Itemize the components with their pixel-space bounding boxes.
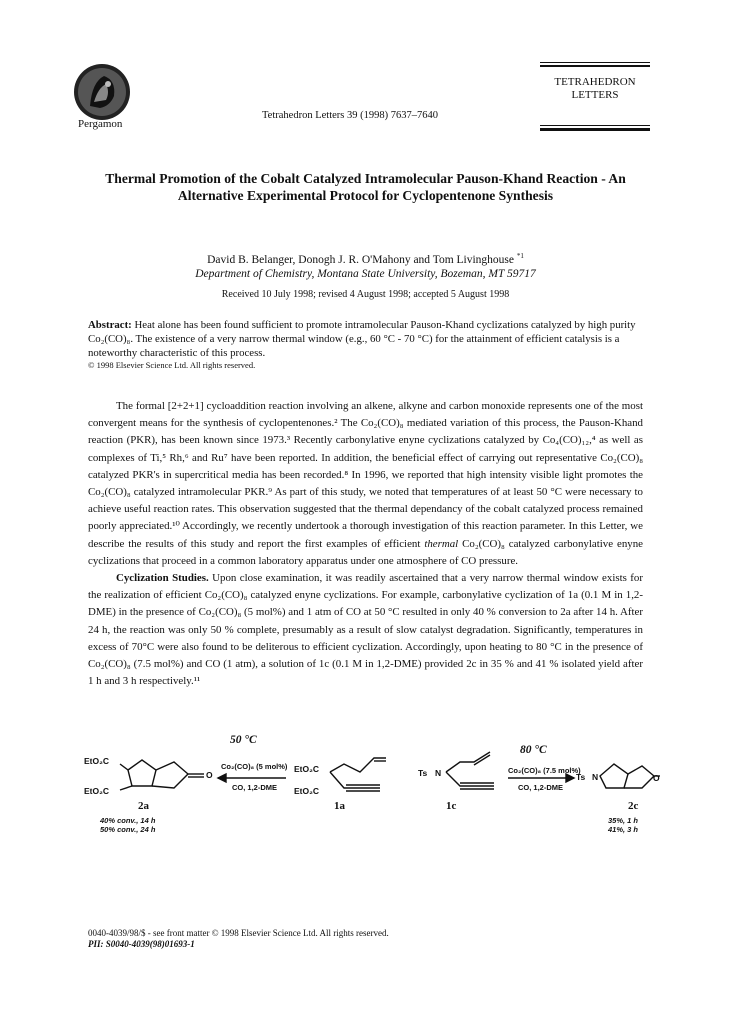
received-dates: Received 10 July 1998; revised 4 August 1998; accepted 5 August 1998 <box>221 289 510 300</box>
title-line-2: Alternative Experimental Protocol for Cyclopentenone Synthesis <box>177 188 554 203</box>
journal-name-line2: LETTERS <box>571 89 619 101</box>
body-text <box>88 398 643 690</box>
yield-1h: 35%, 1 h <box>608 816 639 825</box>
abstract <box>88 318 643 360</box>
conversion-14h: 40% conv., 14 h <box>100 816 156 825</box>
right-reagent: Co₂(CO)₈ (7.5 mol%) <box>508 766 581 775</box>
left-temperature: 50 °C <box>230 734 257 746</box>
nitrogen-1c: N <box>435 768 442 778</box>
carbonyl-o-2a: O <box>206 770 213 780</box>
ester-top-1a: EtO₂C <box>294 764 320 774</box>
right-temperature: 80 °C <box>520 744 547 756</box>
authors <box>88 252 643 266</box>
tosyl-1c: Ts <box>418 768 428 778</box>
pii-label: PII: <box>88 939 104 949</box>
journal-citation: Tetrahedron Letters 39 (1998) 7637–7640 <box>262 110 438 121</box>
thermal-emphasis: thermal <box>424 537 459 550</box>
paragraph-cyclization <box>88 570 643 690</box>
tosyl-2c: Ts <box>576 772 586 782</box>
pii-number: S0040-4039(98)01693-1 <box>105 939 195 949</box>
journal-name-box <box>540 62 650 102</box>
bicycle-2a <box>128 760 156 786</box>
corresponding-author-mark: *1 <box>516 252 524 260</box>
footer <box>88 928 389 950</box>
compound-label-2c: 2c <box>628 800 639 812</box>
nitrogen-2c: N <box>592 772 599 782</box>
affiliation: Department of Chemistry, Montana State University, Bozeman, MT 59717 <box>195 268 536 280</box>
compound-label-1c: 1c <box>446 800 457 812</box>
compound-label-2a: 2a <box>138 800 149 812</box>
conversion-notes-2a <box>100 816 155 834</box>
yield-3h: 41%, 3 h <box>608 825 639 834</box>
ester-bottom-1a: EtO₂C <box>294 786 320 796</box>
right-conditions: CO, 1,2-DME <box>518 783 564 792</box>
ester-top-2a: EtO₂C <box>84 756 110 766</box>
scheme-drawing <box>80 728 660 848</box>
yield-notes-2c <box>608 816 638 834</box>
section-heading: Cyclization Studies. <box>116 572 209 585</box>
paragraph-1-text: The formal [2+2+1] cycloaddition reaction involving an alkene, alkyne and carbon monoxide represents one of the most convergent means for the synthesis of cyclopentenones.² The Co₂(CO)₈ mediated variation of this process, the Pauson-Khand reaction (PKR), has been known since 1973.³ Recently carbonylative enyne cyclizations catalyzed by Co₄(CO)₁₂,⁴ as well as complexes of Ti,⁵ Rh,⁶ and Ru⁷ have been reported. In addition, the beneficial effect of carrying out representative Co₂(CO)₈ catalyzed PKR's in supercritical media has been recorded.⁸ In 1996, we reported that high intensity visible light promotes the Co₂(CO)₈ catalyzed intramolecular PKR.⁹ As part of this study, we noted that temperatures of at least 50 °C were necessary to achieve useful reaction rates. This observation suggested that the thermal dependancy of the cobalt catalyzed process remained poorly appreciated.¹⁰ Accordingly, we recently undertook a thorough investigation of this reaction parameter. In this Letter, we describe the results of this study and report the first examples of efficient <box>88 400 643 550</box>
left-conditions: CO, 1,2-DME <box>232 783 278 792</box>
paragraph-introduction <box>88 398 643 570</box>
abstract-label: Abstract: <box>88 319 132 331</box>
article-title <box>88 170 643 204</box>
paragraph-1-end: Co₂(CO)₈ catalyzed carbonylative enyne cyclizations that proceed in a common laboratory apparatus under one atmosphere of CO pressure. <box>88 537 643 567</box>
front-matter-line: 0040-4039/98/$ - see front matter © 1998 Elsevier Science Ltd. All rights reserved. <box>88 928 389 938</box>
journal-name-line1: TETRAHEDRON <box>554 76 636 88</box>
bicycle-2c <box>600 764 628 788</box>
left-reagent: Co₂(CO)₈ (5 mol%) <box>221 762 288 771</box>
conversion-24h: 50% conv., 24 h <box>100 825 156 834</box>
paragraph-2-text: Upon close examination, it was readily ascertained that a very narrow thermal window exists for the realization of efficient Co₂(CO)₈ catalyzed enyne cyclizations. For example, carbonylative cyclization of 1a (0.1 M in 1,2-DME) in the presence of Co₂(CO)₈ (5 mol%) and 1 atm of CO at 50 °C resulted in only 40 % conversion to 2a after 14 h. After 24 h, the reaction was only 50 % complete, presumably as a result of slow catalyst degradation. Significantly, temperatures in excess of 70°C were also found to be deliterous to efficient cyclization. Accordingly, upon heating to 80 °C in the presence of Co₂(CO)₈ (7.5 mol%) and CO (1 atm), a solution of 1c (0.1 M in 1,2-DME) provided 2c in 35 % and 41 % isolated yield after 1 h and 3 h respectively.¹¹ <box>88 572 643 688</box>
author-names: David B. Belanger, Donogh J. R. O'Mahony and Tom Livinghouse <box>207 253 515 266</box>
abstract-text: Heat alone has been found sufficient to promote intramolecular Pauson-Khand cyclizations catalyzed by high purity Co₂(CO)₈. The existence of a very narrow thermal window (e.g., 60 °C - 70 °C) for the attainment of efficient catalysis is a noteworthy characteristic of this process. <box>88 319 636 359</box>
abstract-copyright: © 1998 Elsevier Science Ltd. All rights reserved. <box>88 360 256 370</box>
compound-label-1a: 1a <box>334 800 345 812</box>
elsevier-tree-logo-icon <box>70 62 134 126</box>
carbonyl-o-2c: O <box>653 773 660 783</box>
publisher-name: Pergamon <box>78 118 123 130</box>
enyne-1c <box>446 752 490 772</box>
ester-bottom-2a: EtO₂C <box>84 786 110 796</box>
reaction-scheme <box>80 728 660 848</box>
title-line-1: Thermal Promotion of the Cobalt Catalyzed Intramolecular Pauson-Khand Reaction - An <box>105 171 626 186</box>
enyne-1a <box>330 758 386 772</box>
